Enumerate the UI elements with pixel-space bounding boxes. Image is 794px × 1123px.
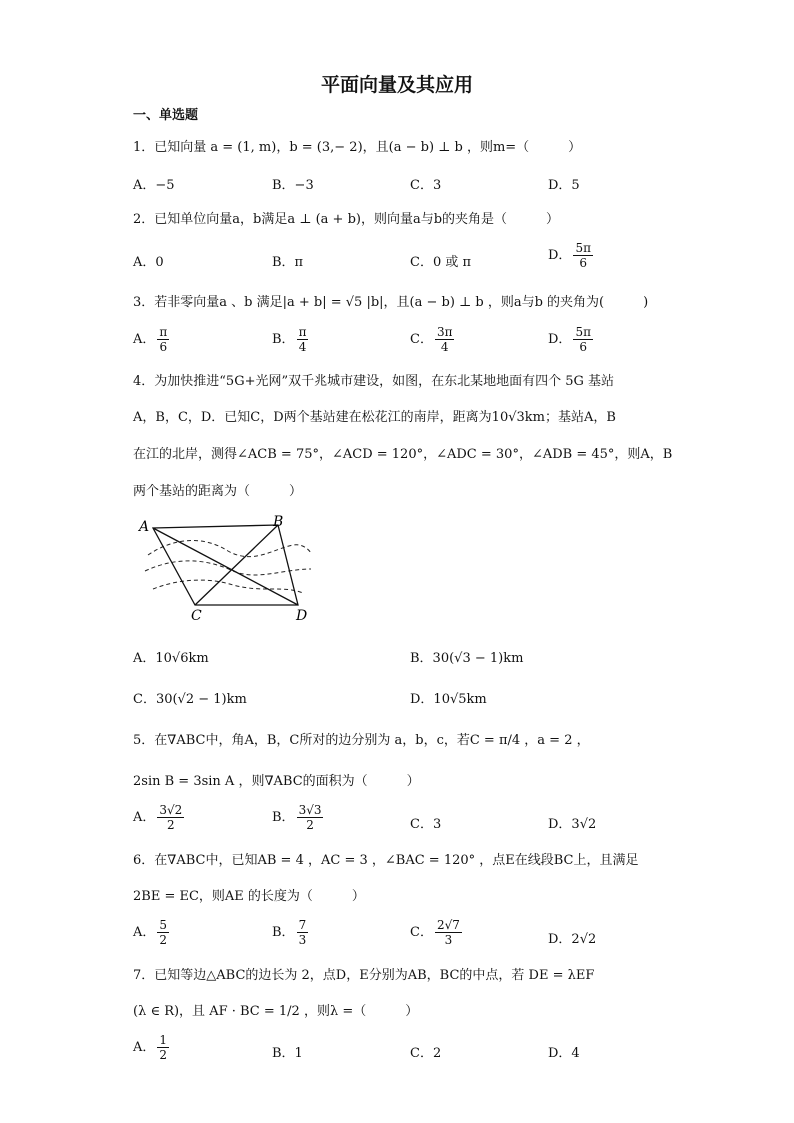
q7-option-c: C．2 [410,1046,442,1061]
q4-option-d: D．10√5km [410,692,487,707]
question-4-line-3: 在江的北岸，测得∠ACB = 75°，∠ACD = 120°，∠ADC = 30°，∠ADB = 45°，则A，B [133,447,673,462]
question-5-line-2: 2sin B = 3sin A ，则∇ABC的面积为（ ） [133,774,420,789]
q5-option-a: A． $\frac{3√2}{2}$ [133,803,183,832]
q3-option-b: B． $\frac{\pi}{4}$ [272,325,307,354]
q6-option-c: C． $\frac{2√7}{3}$ [410,918,460,947]
question-7-line-2: (λ ∈ R)，且 AF · BC = 1/2 ，则λ =（ ） [133,1004,419,1019]
q3-option-d: D． $\frac{5\pi}{6}$ [548,325,591,354]
q6-option-d: D．2√2 [548,932,597,947]
river-figure [133,513,333,625]
q6-option-b: B． $\frac{7}{3}$ [272,918,307,947]
q1-option-d: D．5 [548,178,580,193]
q4-option-c: C．30(√2 − 1)km [133,692,247,707]
q1-option-b: B．−3 [272,178,314,193]
point-label-b: B [273,514,284,530]
question-4-line-1: 4．为加快推进“5G+光网”双千兆城市建设，如图，在东北某地地面有四个 5G 基站 [133,374,615,389]
river-curve-1 [148,540,311,556]
question-4-line-2: A，B，C，D．已知C，D两个基站建在松花江的南岸，距离为10√3km；基站A，B [133,410,616,425]
q7-option-d: D．4 [548,1046,580,1061]
q5-option-c: C．3 [410,817,442,832]
section-heading: 一、单选题 [133,108,199,123]
point-label-c: C [191,608,202,624]
q2-option-b: B．π [272,255,304,270]
point-label-a: A [139,519,150,535]
q1-option-a: A．−5 [133,178,175,193]
question-4-line-4: 两个基站的距离为（ ） [133,484,303,499]
question-2-stem: 2．已知单位向量a，b满足a ⊥ (a + b)，则向量a与b的夹角是（ ） [133,212,560,227]
question-6-line-2: 2BE = EC，则AE 的长度为（ ） [133,889,365,904]
q3-option-a: A． $\frac{\pi}{6}$ [133,325,168,354]
q7-option-a: A． $\frac{1}{2}$ [133,1033,168,1062]
diagonal-bc [195,525,278,605]
river-curve-3 [153,580,303,593]
q6-option-a: A． $\frac{5}{2}$ [133,918,168,947]
q2-option-c: C．0 或 π [410,255,472,270]
q4-option-b: B．30(√3 − 1)km [410,651,524,666]
question-5-line-1: 5．在∇ABC中，角A，B，C所对的边分别为 a，b，c，若C = π/4 ，a = 2 ， [133,733,590,748]
diagonal-ad [153,528,298,605]
page-title: 平面向量及其应用 [320,74,473,96]
question-6-line-1: 6．在∇ABC中，已知AB = 4 ，AC = 3 ，∠BAC = 120° ，点E在线段BC上，且满足 [133,853,639,868]
question-3-stem: 3．若非零向量a 、b 满足|a + b| = √5 |b|，且(a − b) ⊥ b ，则a与b 的夹角为( ) [133,295,649,310]
question-1-stem: 1．已知向量 a = (1, m)，b = (3,− 2)，且(a − b) ⊥ b ，则m=（ ） [133,140,582,155]
q2-option-a: A．0 [133,255,164,270]
q4-option-a: A．10√6km [133,651,209,666]
q3-option-c: C． $\frac{3\pi}{4}$ [410,325,453,354]
q2-option-d: D． $\frac{5\pi}{6}$ [548,241,591,270]
q5-option-b: B． $\frac{3√3}{2}$ [272,803,322,832]
q1-option-c: C．3 [410,178,442,193]
q5-option-d: D．3√2 [548,817,597,832]
q7-option-b: B．1 [272,1046,303,1061]
question-7-line-1: 7．已知等边△ABC的边长为 2，点D，E分别为AB，BC的中点，若 DE = λEF [133,968,595,983]
point-label-d: D [296,608,308,624]
